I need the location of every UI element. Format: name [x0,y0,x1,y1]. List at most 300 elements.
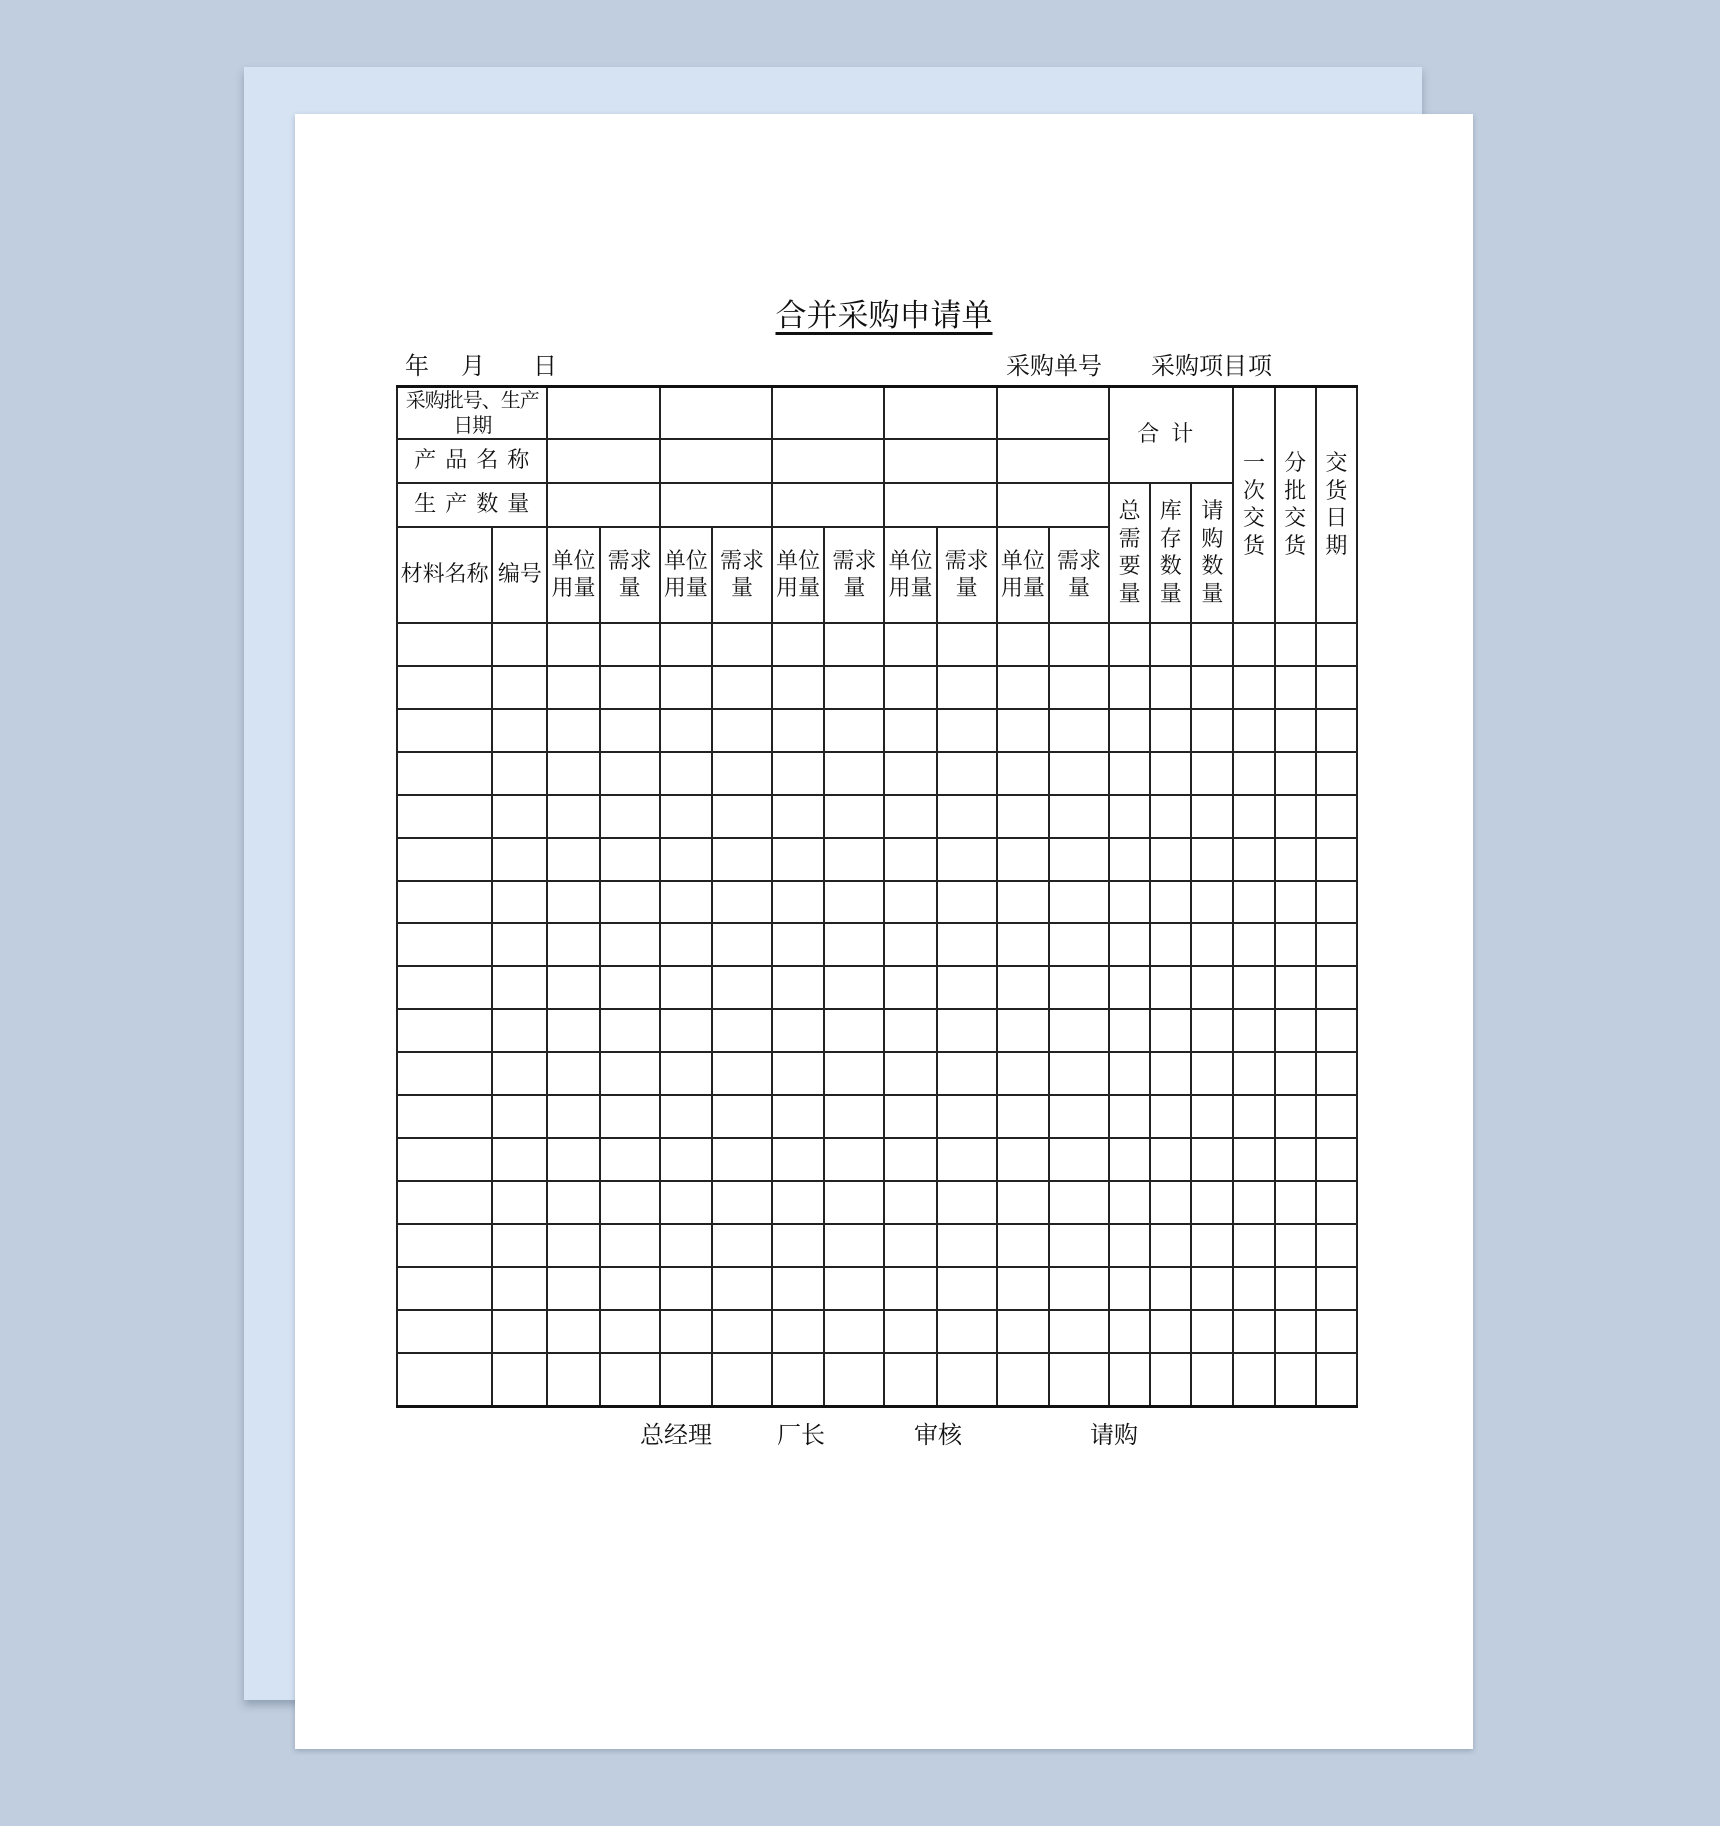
table-cell[interactable] [884,666,936,709]
table-cell[interactable] [1275,752,1316,795]
table-cell[interactable] [884,1267,936,1310]
table-cell[interactable] [1191,881,1233,924]
table-cell[interactable] [660,1138,712,1181]
table-cell[interactable] [1233,1138,1274,1181]
table-cell[interactable] [1191,1181,1233,1224]
table-cell[interactable] [600,838,660,881]
table-cell[interactable] [1275,1267,1316,1310]
table-cell[interactable] [997,1009,1049,1052]
table-cell[interactable] [937,1310,997,1353]
table-cell[interactable] [1233,1009,1274,1052]
table-cell[interactable] [660,1267,712,1310]
table-cell[interactable] [824,1310,884,1353]
table-cell[interactable] [824,966,884,1009]
table-cell[interactable] [712,666,772,709]
table-cell[interactable] [1233,709,1274,752]
table-cell[interactable] [1150,1095,1191,1138]
production-qty-cell[interactable] [884,483,996,527]
table-cell[interactable] [712,709,772,752]
table-cell[interactable] [547,881,599,924]
product-name-cell[interactable] [997,439,1109,483]
table-cell[interactable] [997,795,1049,838]
table-cell[interactable] [1316,666,1357,709]
table-cell[interactable] [397,881,492,924]
table-cell[interactable] [1109,795,1150,838]
table-cell[interactable] [1150,1267,1191,1310]
table-cell[interactable] [937,1224,997,1267]
table-cell[interactable] [1316,1009,1357,1052]
table-cell[interactable] [712,1009,772,1052]
table-cell[interactable] [1109,881,1150,924]
table-cell[interactable] [660,623,712,666]
table-cell[interactable] [397,1181,492,1224]
table-cell[interactable] [1233,881,1274,924]
table-cell[interactable] [1316,623,1357,666]
table-cell[interactable] [1049,623,1109,666]
table-cell[interactable] [997,1181,1049,1224]
table-cell[interactable] [997,923,1049,966]
table-cell[interactable] [1191,1267,1233,1310]
table-cell[interactable] [824,923,884,966]
table-cell[interactable] [397,1353,492,1407]
table-cell[interactable] [660,1052,712,1095]
table-cell[interactable] [397,923,492,966]
table-cell[interactable] [997,1267,1049,1310]
table-cell[interactable] [1150,1052,1191,1095]
table-cell[interactable] [397,709,492,752]
table-cell[interactable] [1109,1138,1150,1181]
table-cell[interactable] [1275,1224,1316,1267]
table-cell[interactable] [492,709,547,752]
table-cell[interactable] [660,881,712,924]
table-cell[interactable] [1191,795,1233,838]
table-cell[interactable] [547,966,599,1009]
table-cell[interactable] [1150,966,1191,1009]
table-cell[interactable] [772,1181,824,1224]
table-cell[interactable] [1233,623,1274,666]
table-cell[interactable] [937,1052,997,1095]
table-cell[interactable] [1109,966,1150,1009]
table-cell[interactable] [660,666,712,709]
table-cell[interactable] [397,1009,492,1052]
table-cell[interactable] [1049,881,1109,924]
table-cell[interactable] [1316,923,1357,966]
table-cell[interactable] [660,1224,712,1267]
table-cell[interactable] [1316,709,1357,752]
table-cell[interactable] [824,881,884,924]
table-cell[interactable] [772,1138,824,1181]
table-cell[interactable] [1275,1181,1316,1224]
table-cell[interactable] [600,1310,660,1353]
table-cell[interactable] [1316,1224,1357,1267]
table-cell[interactable] [937,966,997,1009]
table-cell[interactable] [712,795,772,838]
table-cell[interactable] [1049,923,1109,966]
table-cell[interactable] [1150,1181,1191,1224]
table-cell[interactable] [884,838,936,881]
table-cell[interactable] [1109,923,1150,966]
table-cell[interactable] [712,1353,772,1407]
table-cell[interactable] [492,1267,547,1310]
production-qty-cell[interactable] [997,483,1109,527]
product-name-cell[interactable] [547,439,659,483]
table-cell[interactable] [772,752,824,795]
table-cell[interactable] [397,1267,492,1310]
product-name-cell[interactable] [772,439,884,483]
table-cell[interactable] [712,1181,772,1224]
table-cell[interactable] [1275,666,1316,709]
table-cell[interactable] [1275,838,1316,881]
table-cell[interactable] [884,1052,936,1095]
table-cell[interactable] [1150,1310,1191,1353]
table-cell[interactable] [884,881,936,924]
table-cell[interactable] [1150,666,1191,709]
table-cell[interactable] [600,1095,660,1138]
table-cell[interactable] [772,795,824,838]
table-cell[interactable] [1191,752,1233,795]
table-cell[interactable] [1275,709,1316,752]
batch-date-cell[interactable] [547,387,659,440]
table-cell[interactable] [600,881,660,924]
table-cell[interactable] [824,1181,884,1224]
table-cell[interactable] [1049,1353,1109,1407]
table-cell[interactable] [937,1267,997,1310]
table-cell[interactable] [1150,752,1191,795]
table-cell[interactable] [547,1267,599,1310]
table-cell[interactable] [1109,1267,1150,1310]
table-cell[interactable] [1191,966,1233,1009]
table-cell[interactable] [824,1267,884,1310]
table-cell[interactable] [937,1009,997,1052]
table-cell[interactable] [1191,923,1233,966]
table-cell[interactable] [1049,666,1109,709]
table-cell[interactable] [1109,752,1150,795]
table-cell[interactable] [824,709,884,752]
table-cell[interactable] [997,1095,1049,1138]
table-cell[interactable] [884,1353,936,1407]
table-cell[interactable] [1316,1138,1357,1181]
table-cell[interactable] [712,1310,772,1353]
table-cell[interactable] [1316,795,1357,838]
table-cell[interactable] [772,623,824,666]
table-cell[interactable] [660,838,712,881]
batch-date-cell[interactable] [772,387,884,440]
table-cell[interactable] [1109,1052,1150,1095]
production-qty-cell[interactable] [660,483,772,527]
table-cell[interactable] [1233,1267,1274,1310]
table-cell[interactable] [937,1095,997,1138]
table-cell[interactable] [997,666,1049,709]
table-cell[interactable] [1316,881,1357,924]
table-cell[interactable] [997,838,1049,881]
table-cell[interactable] [997,881,1049,924]
table-cell[interactable] [772,1009,824,1052]
table-cell[interactable] [600,923,660,966]
table-cell[interactable] [712,923,772,966]
table-cell[interactable] [660,966,712,1009]
table-cell[interactable] [1275,1009,1316,1052]
table-cell[interactable] [1109,1224,1150,1267]
table-cell[interactable] [492,966,547,1009]
table-cell[interactable] [997,1052,1049,1095]
table-cell[interactable] [1316,1052,1357,1095]
table-cell[interactable] [1109,709,1150,752]
table-cell[interactable] [397,1224,492,1267]
batch-date-cell[interactable] [884,387,996,440]
table-cell[interactable] [884,795,936,838]
table-cell[interactable] [1109,666,1150,709]
table-cell[interactable] [937,1138,997,1181]
table-cell[interactable] [884,1224,936,1267]
table-cell[interactable] [1150,1138,1191,1181]
table-cell[interactable] [1191,1310,1233,1353]
table-cell[interactable] [997,752,1049,795]
table-cell[interactable] [1233,1224,1274,1267]
production-qty-cell[interactable] [772,483,884,527]
table-cell[interactable] [997,1138,1049,1181]
table-cell[interactable] [1049,795,1109,838]
table-cell[interactable] [824,838,884,881]
table-cell[interactable] [1275,881,1316,924]
table-cell[interactable] [772,1224,824,1267]
table-cell[interactable] [1191,623,1233,666]
table-cell[interactable] [937,795,997,838]
table-cell[interactable] [712,1138,772,1181]
table-cell[interactable] [600,1052,660,1095]
table-cell[interactable] [1233,795,1274,838]
table-cell[interactable] [600,752,660,795]
table-cell[interactable] [1109,623,1150,666]
table-cell[interactable] [660,1095,712,1138]
table-cell[interactable] [492,1353,547,1407]
table-cell[interactable] [600,1224,660,1267]
table-cell[interactable] [1150,709,1191,752]
table-cell[interactable] [1275,795,1316,838]
table-cell[interactable] [1233,752,1274,795]
table-cell[interactable] [1275,623,1316,666]
table-cell[interactable] [1049,709,1109,752]
table-cell[interactable] [660,1353,712,1407]
table-cell[interactable] [1049,752,1109,795]
table-cell[interactable] [492,1052,547,1095]
table-cell[interactable] [824,1052,884,1095]
table-cell[interactable] [397,623,492,666]
table-cell[interactable] [547,623,599,666]
table-cell[interactable] [397,838,492,881]
table-cell[interactable] [492,1310,547,1353]
table-cell[interactable] [1233,838,1274,881]
table-cell[interactable] [547,923,599,966]
table-cell[interactable] [937,923,997,966]
table-cell[interactable] [492,1138,547,1181]
table-cell[interactable] [884,1009,936,1052]
table-cell[interactable] [1233,1052,1274,1095]
table-cell[interactable] [772,1267,824,1310]
table-cell[interactable] [397,966,492,1009]
production-qty-cell[interactable] [547,483,659,527]
table-cell[interactable] [492,795,547,838]
table-cell[interactable] [1109,1009,1150,1052]
table-cell[interactable] [547,1052,599,1095]
table-cell[interactable] [997,1353,1049,1407]
table-cell[interactable] [937,752,997,795]
table-cell[interactable] [884,966,936,1009]
table-cell[interactable] [824,1138,884,1181]
table-cell[interactable] [660,1009,712,1052]
table-cell[interactable] [824,1095,884,1138]
table-cell[interactable] [1150,923,1191,966]
product-name-cell[interactable] [884,439,996,483]
table-cell[interactable] [1233,1310,1274,1353]
table-cell[interactable] [997,623,1049,666]
table-cell[interactable] [772,881,824,924]
table-cell[interactable] [660,1310,712,1353]
table-cell[interactable] [547,1310,599,1353]
table-cell[interactable] [1275,1052,1316,1095]
table-cell[interactable] [824,752,884,795]
table-cell[interactable] [397,1310,492,1353]
table-cell[interactable] [1191,666,1233,709]
table-cell[interactable] [824,623,884,666]
table-cell[interactable] [712,1267,772,1310]
table-cell[interactable] [397,795,492,838]
table-cell[interactable] [772,1052,824,1095]
table-cell[interactable] [492,1095,547,1138]
table-cell[interactable] [1233,666,1274,709]
table-cell[interactable] [1049,966,1109,1009]
table-cell[interactable] [772,709,824,752]
table-cell[interactable] [1191,1224,1233,1267]
table-cell[interactable] [1191,1353,1233,1407]
table-cell[interactable] [1150,1009,1191,1052]
table-cell[interactable] [1049,838,1109,881]
table-cell[interactable] [1049,1095,1109,1138]
table-cell[interactable] [1316,1181,1357,1224]
table-cell[interactable] [492,923,547,966]
table-cell[interactable] [937,666,997,709]
batch-date-cell[interactable] [997,387,1109,440]
table-cell[interactable] [492,1224,547,1267]
table-cell[interactable] [547,709,599,752]
table-cell[interactable] [397,666,492,709]
table-cell[interactable] [600,1267,660,1310]
table-cell[interactable] [547,1181,599,1224]
table-cell[interactable] [397,1095,492,1138]
table-cell[interactable] [772,966,824,1009]
table-cell[interactable] [997,1224,1049,1267]
table-cell[interactable] [547,666,599,709]
product-name-cell[interactable] [660,439,772,483]
table-cell[interactable] [772,1310,824,1353]
table-cell[interactable] [1049,1009,1109,1052]
table-cell[interactable] [1109,1181,1150,1224]
table-cell[interactable] [884,1181,936,1224]
table-cell[interactable] [1049,1138,1109,1181]
table-cell[interactable] [1275,923,1316,966]
table-cell[interactable] [884,709,936,752]
table-cell[interactable] [884,923,936,966]
table-cell[interactable] [884,752,936,795]
batch-date-cell[interactable] [660,387,772,440]
table-cell[interactable] [1316,752,1357,795]
table-cell[interactable] [937,623,997,666]
table-cell[interactable] [712,966,772,1009]
table-cell[interactable] [824,1353,884,1407]
table-cell[interactable] [772,838,824,881]
table-cell[interactable] [937,1181,997,1224]
table-cell[interactable] [397,752,492,795]
table-cell[interactable] [600,966,660,1009]
table-cell[interactable] [1191,1052,1233,1095]
table-cell[interactable] [397,1052,492,1095]
table-cell[interactable] [547,1009,599,1052]
table-cell[interactable] [884,1095,936,1138]
table-cell[interactable] [712,1095,772,1138]
table-cell[interactable] [660,1181,712,1224]
table-cell[interactable] [600,1138,660,1181]
table-cell[interactable] [772,1353,824,1407]
table-cell[interactable] [824,1224,884,1267]
table-cell[interactable] [1150,1224,1191,1267]
table-cell[interactable] [1275,1095,1316,1138]
table-cell[interactable] [600,623,660,666]
table-cell[interactable] [1233,966,1274,1009]
table-cell[interactable] [1049,1224,1109,1267]
table-cell[interactable] [712,623,772,666]
table-cell[interactable] [492,1009,547,1052]
table-cell[interactable] [1275,1353,1316,1407]
table-cell[interactable] [600,795,660,838]
table-cell[interactable] [660,795,712,838]
table-cell[interactable] [712,1052,772,1095]
table-cell[interactable] [772,923,824,966]
table-cell[interactable] [547,1095,599,1138]
table-cell[interactable] [547,795,599,838]
table-cell[interactable] [1233,923,1274,966]
table-cell[interactable] [1109,838,1150,881]
table-cell[interactable] [1316,1267,1357,1310]
table-cell[interactable] [397,1138,492,1181]
table-cell[interactable] [1191,838,1233,881]
table-cell[interactable] [1316,1353,1357,1407]
table-cell[interactable] [492,752,547,795]
table-cell[interactable] [884,1310,936,1353]
table-cell[interactable] [660,923,712,966]
table-cell[interactable] [660,752,712,795]
table-cell[interactable] [1191,1138,1233,1181]
table-cell[interactable] [1150,795,1191,838]
table-cell[interactable] [1233,1353,1274,1407]
table-cell[interactable] [1049,1310,1109,1353]
table-cell[interactable] [1316,966,1357,1009]
table-cell[interactable] [937,838,997,881]
table-cell[interactable] [937,709,997,752]
table-cell[interactable] [997,1310,1049,1353]
table-cell[interactable] [600,1009,660,1052]
table-cell[interactable] [547,1224,599,1267]
table-cell[interactable] [1049,1052,1109,1095]
table-cell[interactable] [1150,881,1191,924]
table-cell[interactable] [937,881,997,924]
table-cell[interactable] [547,1353,599,1407]
table-cell[interactable] [772,666,824,709]
table-cell[interactable] [1150,1353,1191,1407]
table-cell[interactable] [492,623,547,666]
table-cell[interactable] [824,666,884,709]
table-cell[interactable] [600,1353,660,1407]
table-cell[interactable] [937,1353,997,1407]
table-cell[interactable] [1109,1095,1150,1138]
